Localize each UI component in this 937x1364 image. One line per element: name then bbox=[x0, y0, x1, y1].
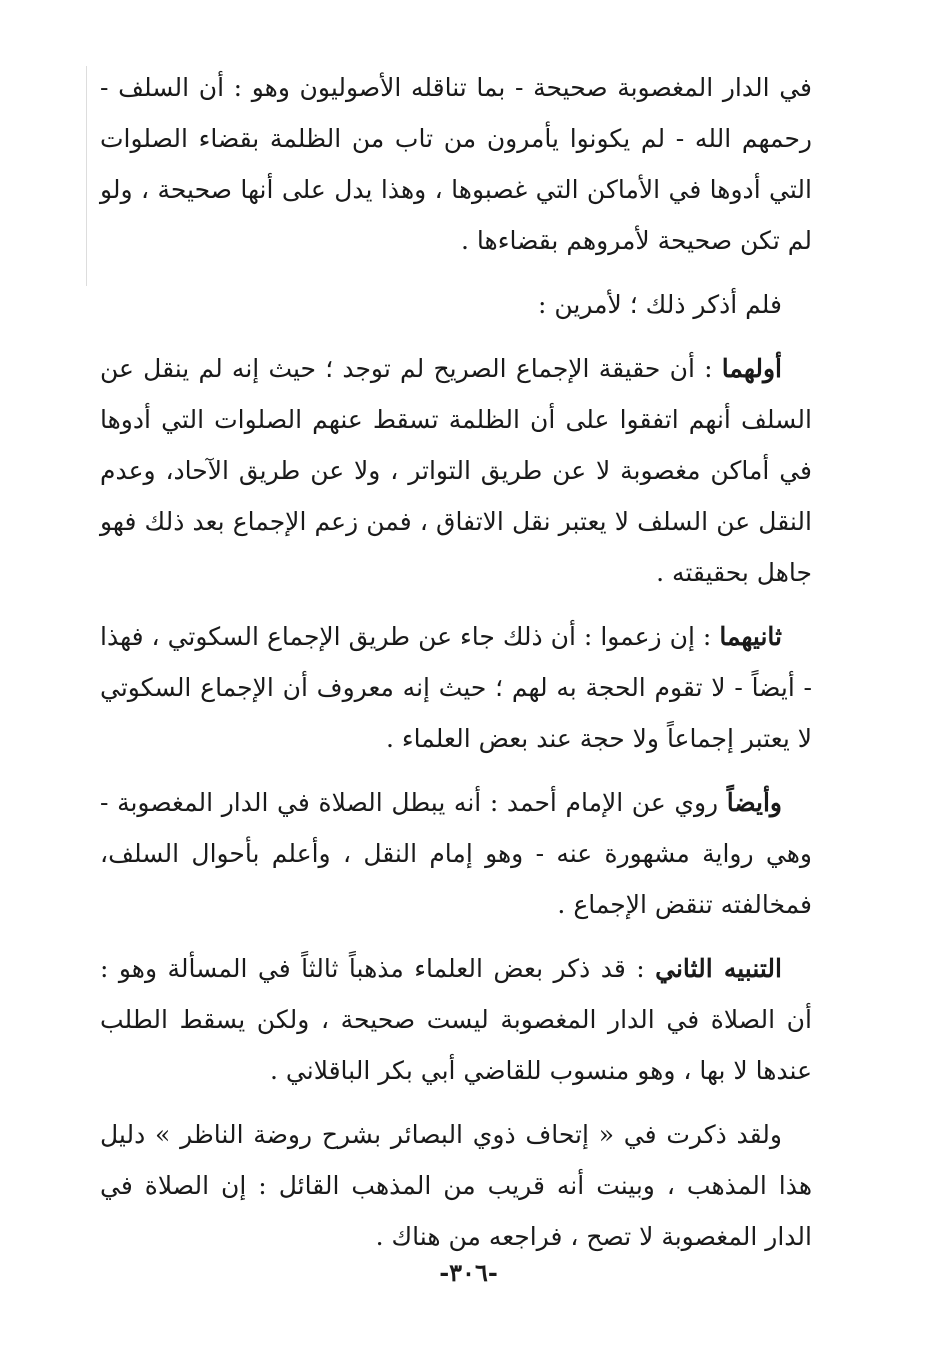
paragraph-text: : أن حقيقة الإجماع الصريح لم توجد ؛ حيث إنه لم ينقل عن السلف أنهم اتفقوا على أن الظلمة تسقط عنهم الصلوات التي أدوها في أماكن مغصوبة لا عن طريق التواتر ، ولا عن طريق الآحاد، وعدم النقل عن السلف لا يعتبر نقل الاتفاق ، فمن زعم الإجماع بعد ذلك فهو جاهل بحقيقته . bbox=[100, 354, 812, 587]
paragraph-text: فلم أذكر ذلك ؛ لأمرين : bbox=[538, 290, 782, 319]
page-number: -٣٠٦- bbox=[439, 1258, 498, 1287]
paragraph-reference bbox=[100, 1109, 812, 1262]
paragraph-lead: ثانيهما bbox=[719, 622, 782, 651]
paragraph-text: : إن زعموا : أن ذلك جاء عن طريق الإجماع السكوتي ، فهذا - أيضاً - لا تقوم الحجة به لهم ؛ حيث إنه معروف أن الإجماع السكوتي لا يعتبر إجماعاً ولا حجة عند بعض العلماء . bbox=[100, 622, 812, 753]
margin-line bbox=[86, 66, 87, 286]
paragraph-text: روي عن الإمام أحمد : أنه يبطل الصلاة في الدار المغصوبة - وهي رواية مشهورة عنه - وهو إمام النقل ، وأعلم بأحوال السلف، فمخالفته تنقض الإجماع . bbox=[100, 788, 812, 919]
paragraph-text: ولقد ذكرت في « إتحاف ذوي البصائر بشرح روضة الناظر » دليل هذا المذهب ، وبينت أنه قريب من المذهب القائل : إن الصلاة في الدار المغصوبة لا تصح ، فراجعه من هناك . bbox=[100, 1120, 812, 1251]
paragraph-two-reasons bbox=[100, 279, 812, 330]
paragraph-also bbox=[100, 777, 812, 930]
body-text bbox=[100, 62, 812, 1275]
paragraph-lead: التنبيه الثاني bbox=[655, 954, 782, 983]
paragraph-lead: وأيضاً bbox=[726, 788, 782, 817]
paragraph-first-reason bbox=[100, 343, 812, 598]
paragraph-text: في الدار المغصوبة صحيحة - بما تناقله الأصوليون وهو : أن السلف - رحمهم الله - لم يكونوا يأمرون من تاب من الظلمة بقضاء الصلوات التي أدوها في الأماكن التي غصبوها ، وهذا يدل على أنها صحيحة ، ولو لم تكن صحيحة لأمروهم بقضاءها . bbox=[100, 73, 812, 255]
paragraph-lead: أولهما bbox=[721, 354, 782, 383]
paragraph-continuation bbox=[100, 62, 812, 266]
paragraph-text: : قد ذكر بعض العلماء مذهباً ثالثاً في المسألة وهو : أن الصلاة في الدار المغصوبة ليست صحيحة ، ولكن يسقط الطلب عندها لا بها ، وهو منسوب للقاضي أبي بكر الباقلاني . bbox=[100, 954, 812, 1085]
paragraph-second-reason bbox=[100, 611, 812, 764]
paragraph-second-note bbox=[100, 943, 812, 1096]
